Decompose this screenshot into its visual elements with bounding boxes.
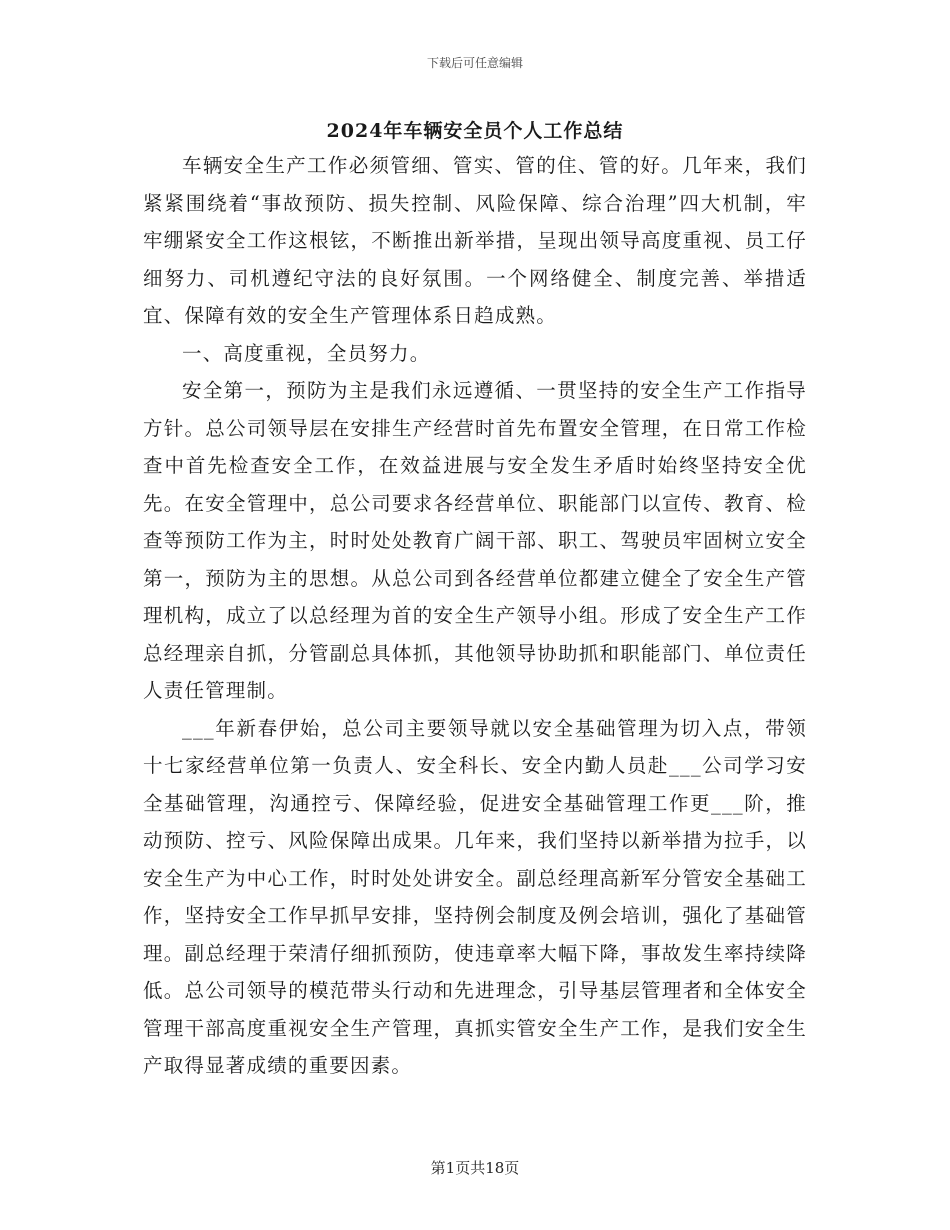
- paragraph-intro: 车辆安全生产工作必须管细、管实、管的住、管的好。几年来，我们紧紧围绕着“事故预防、损失控制、风险保障、综合治理”四大机制，牢牢绷紧安全工作这根铉，不断推出新举措，呈现出领导高度重视、员工仔细努力、司机遵纪守法的良好氛围。一个网络健全、制度完善、举措适宜、保障有效的安全生产管理体系日趋成熟。: [143, 154, 807, 327]
- paragraph-safety-first: 安全第一，预防为主是我们永远遵循、一贯坚持的安全生产工作指导方针。总公司领导层在安排生产经营时首先布置安全管理，在日常工作检查中首先检查安全工作，在效益进展与安全发生矛盾时始终坚持安全优先。在安全管理中，总公司要求各经营单位、职能部门以宣传、教育、检查等预防工作为主，时时处处教育广阔干部、职工、驾驶员牢固树立安全第一，预防为主的思想。从总公司到各经营单位都建立健全了安全生产管理机构，成立了以总经理为首的安全生产领导小组。形成了安全生产工作总经理亲自抓，分管副总具体抓，其他领导协助抓和职能部门、单位责任人责任管理制。: [143, 379, 807, 702]
- document-body: [143, 147, 807, 1085]
- section-heading: 一、高度重视，全员努力。: [182, 341, 431, 365]
- paragraph-new-year: ___年新春伊始，总公司主要领导就以安全基础管理为切入点，带领十七家经营单位第一负责人、安全科长、安全内勤人员赴___公司学习安全基础管理，沟通控亏、保障经验，促进安全基础管理工作更___阶，推动预防、控亏、风险保障出成果。几年来，我们坚持以新举措为拉手，以安全生产为中心工作，时时处处讲安全。副总经理高新军分管安全基础工作，坚持安全工作早抓早安排，坚持例会制度及例会培训，强化了基础管理。副总经理于荣清仔细抓预防，使违章率大幅下降，事故发生率持续降低。总公司领导的模范带头行动和先进理念，引导基层管理者和全体安全管理干部高度重视安全生产管理，真抓实管安全生产工作，是我们安全生产取得显著成绩的重要因素。: [143, 716, 807, 1077]
- document-title: 2024年车辆安全员个人工作总结: [326, 120, 624, 142]
- header-note: 下载后可任意编辑: [426, 56, 523, 70]
- page-number: 第1页共18页: [430, 1159, 520, 1177]
